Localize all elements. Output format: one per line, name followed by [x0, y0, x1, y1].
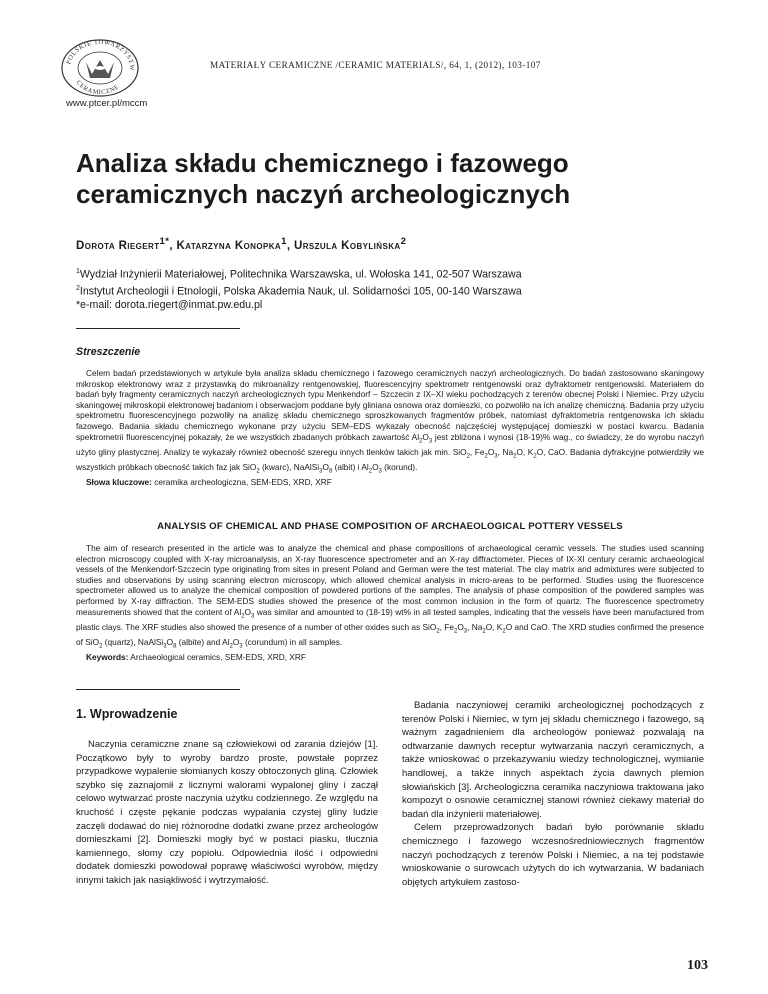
affiliation-text: Wydział Inżynierii Materiałowej, Politechnika Warszawska, ul. Wołoska 141, 02-507 Warszawa: [79, 268, 522, 281]
author-list: Dorota Riegert$^{1*}$, Katarzyna Konopka$^1$, Urszula Kobylińska$^2$: [76, 236, 407, 252]
affiliation-sup: 1: [76, 268, 80, 275]
contact-email: [76, 298, 716, 312]
abstract-polish-text: Celem badań przedstawionych w artykule była analiza składu chemicznego i fazowego ceramicznych naczyń archeologicznych. Do badań zastosowano skaningowy mikroskop elektronowy wraz z przystawką do mikroanalizy rentgenowskiej, fluorescencyjny spektrometr rentgenowski oraz dyfraktometr rentgenowski. Materiałem do badań były fragmenty ceramicznych naczyń archeologicznych typu Menkendorf – Szczecin z IX–XI wieku pochodzących z terenów obecnej Polski i Niemiec. Przy użyciu skaningowej mikroskopii elektronowej badaniom i obserwacjom poddane były gliniana osnowa oraz domieszki, co pozwoliło na ich analizę chemiczną. Badania przy użyciu spektrometru fluorescencyjnego pozwoliły na analizę składu chemicznego sproszkowanych fragmentów próbek, natomiast dyfraktometria rentgenowska ich składu fazowego. Badania składu chemicznego wykonane przy użyciu SEM–EDS wykazały obecność najczęściej występującej domieszki w postaci kwarcu. Badania spektrometrii fluorescencyjnej pokazały, że we wszystkich zbadanych próbkach zawartość $Al_2O_3$ jest zbliżona i wynosi (18-19)% wag., co świadczy, że do wyrobu naczyń użyto gliny plastycznej. Analizy te wykazały również obecność szeregu innych tlenków takich jak min. SiO$_2$, $Fe_2O_3$, $Na_2O$, $K_2O$, CaO. Badania dyfrakcyjne potwierdziły we wszystkich próbkach obecność takich faz jak SiO$_2$ (kwarc), $NaAlSi_3O_8$ (albit) i $Al_2O_3$ (korund).: [76, 368, 705, 475]
keywords-label: Słowa kluczowe:: [86, 477, 152, 488]
journal-website: www.ptcer.pl/mccm: [66, 98, 148, 109]
abstract-polish: [76, 368, 704, 488]
abstract-english: [76, 543, 704, 663]
keywords-text: ceramika archeologiczna, SEM-EDS, XRD, XRF: [154, 477, 332, 488]
body-paragraph: Badania naczyniowej ceramiki archeologicznej pochodzących z terenów Polski i Niemiec, w tym jej składu chemicznego i fazowego, są ważnym zagadnieniem dla archeologów ponieważ pozwalają na odtwarzanie dawnych receptur wytwarzania naczyń ceramicznych, a także wnioskować o przekazywaniu wiedzy technologicznej, wymianie handlowej, a także innych aspektach życia dawnych plemion słowiańskich [3]. Archeologiczna ceramika naczyniowa traktowana jako kompozyt o osnowie ceramicznej stanowi również ciekawy materiał do badań dla inżynierii materiałowej.: [402, 700, 704, 820]
affiliation-text: Instytut Archeologii i Etnologii, Polska Akademia Nauk, ul. Solidarności 105, 00-140 Warszawa: [79, 285, 522, 298]
affiliation: [76, 282, 716, 299]
author-name: Urszula Kobylińska: [294, 239, 401, 252]
title-line-2: ceramicznych naczyń archeologicznych: [76, 179, 571, 209]
affiliation: [76, 265, 716, 282]
body-column-right: [402, 699, 704, 889]
affiliation-sup: 2: [76, 284, 80, 292]
article-title: [76, 148, 716, 210]
english-title: ANALYSIS OF CHEMICAL AND PHASE COMPOSITION OF ARCHAEOLOGICAL POTTERY VESSELS: [157, 521, 623, 532]
society-logo: [58, 38, 142, 98]
keywords-label: Keywords:: [86, 652, 129, 663]
journal-citation: MATERIAŁY CERAMICZNE /CERAMIC MATERIALS/, 64, 1, (2012), 103-107: [210, 60, 541, 70]
author-sup: 1: [281, 236, 287, 247]
divider: [76, 328, 240, 329]
author-name: Katarzyna Konopka: [176, 239, 282, 252]
affiliations: [76, 265, 716, 312]
abstract-heading: Streszczenie: [76, 346, 141, 358]
keywords-text: Archaeological ceramics, SEM-EDS, XRD, XRF: [130, 652, 306, 663]
abstract-english-text: The aim of research presented in the article was to analyze the chemical and phase compositions of archaeological ceramic vessels. The studies used scanning electron microscopy coupled with X-ray microanalysis, an X-ray fluorescence spectrometer and an X-ray diffractometer. Pieces of IX-XI century ceramic archaeological vessels of the Menkendorf-Szczecin type originating from sites in present Poland and German were the test material. The clay matrix and admixtures were subjected to studies and observations by using scanning electron microscopy, which allowed chemical analysis in micro-areas to be performed. Studies using the fluorescence spectrometer allowed us to analyze the chemical composition of powdered portions of the samples. The analysis of phase composition of the powdered samples was performed by X-ray diffraction. The SEM-EDS studies showed the presence of the most common inclusion in the form of quartz. The fluorescence spectrometry measurements showed that the content of $Al_2O_3$ was similar and amounted to (18-19) wt% in all tested samples, indicating that the vessels have been manufactured from plastic clays. The XRF studies also showed the presence of a number of other oxides such as SiO$_2$, $Fe_2O_3$, $Na_2O$, $K_2O$ and CaO. The XRD studies confirmed the presence of SiO$_2$ (quartz), $NaAlSi_3O_8$ (albite) and $Al_2O_3$ (corundum) in all samples.: [76, 543, 704, 650]
divider: [76, 689, 240, 690]
body-column-left: [76, 738, 378, 888]
keywords-english: [76, 652, 704, 663]
logo-top-text: POLSKIE TOWARZYSTW: [65, 38, 136, 72]
page-number: 103: [687, 958, 708, 973]
title-line-1: Analiza składu chemicznego i fazowego: [76, 148, 569, 178]
keywords-polish: [76, 477, 704, 488]
logo-bottom-text: CERAMICZNE: [74, 79, 121, 97]
email-text: *e-mail: dorota.riegert@inmat.pw.edu.pl: [76, 299, 263, 312]
author-sup: 1*: [159, 236, 170, 247]
body-paragraph: Naczynia ceramiczne znane są człowiekowi od zarania dziejów [1]. Początkowo były to wyroby bardzo proste, powstałe poprzez przypadkowe wypalenie słomianych koszy obtoczonych gliną. Człowiek szybko się zaznajomił z licznymi walorami wypalonej gliny i zaczął celowo wytwarzać proste naczynia użytku codziennego. Ze względu na kruchość i częste pękanie podczas wypalania czystej gliny ludzie zaczęli dodawać do niej różnorodne dodatki zwane przez archeologów domieszkami [2]. Domieszki mogły być w postaci piasku, tłucznia kamiennego, słomy czy popiołu. Odpowiednia ilość i odpowiedni dodatek domieszki powodował poprawę właściwości wyrobów, między innymi takich jak nasiąkliwość i wytrzymałość.: [76, 739, 378, 886]
body-paragraph: Celem przeprowadzonych badań było porównanie składu chemicznego i fazowego wczesnośredniowiecznych fragmentów naczyń pochodzących z terenów Polski i Niemiec, a na tej podstawie wnioskowanie o surowcach użytych do ich wytwarzania. W badaniach objętych artykułem zastoso-: [402, 822, 704, 888]
author-name: Dorota Riegert: [76, 239, 160, 252]
section-heading: 1. Wprowadzenie: [76, 707, 178, 721]
author-sup: 2: [400, 236, 407, 247]
